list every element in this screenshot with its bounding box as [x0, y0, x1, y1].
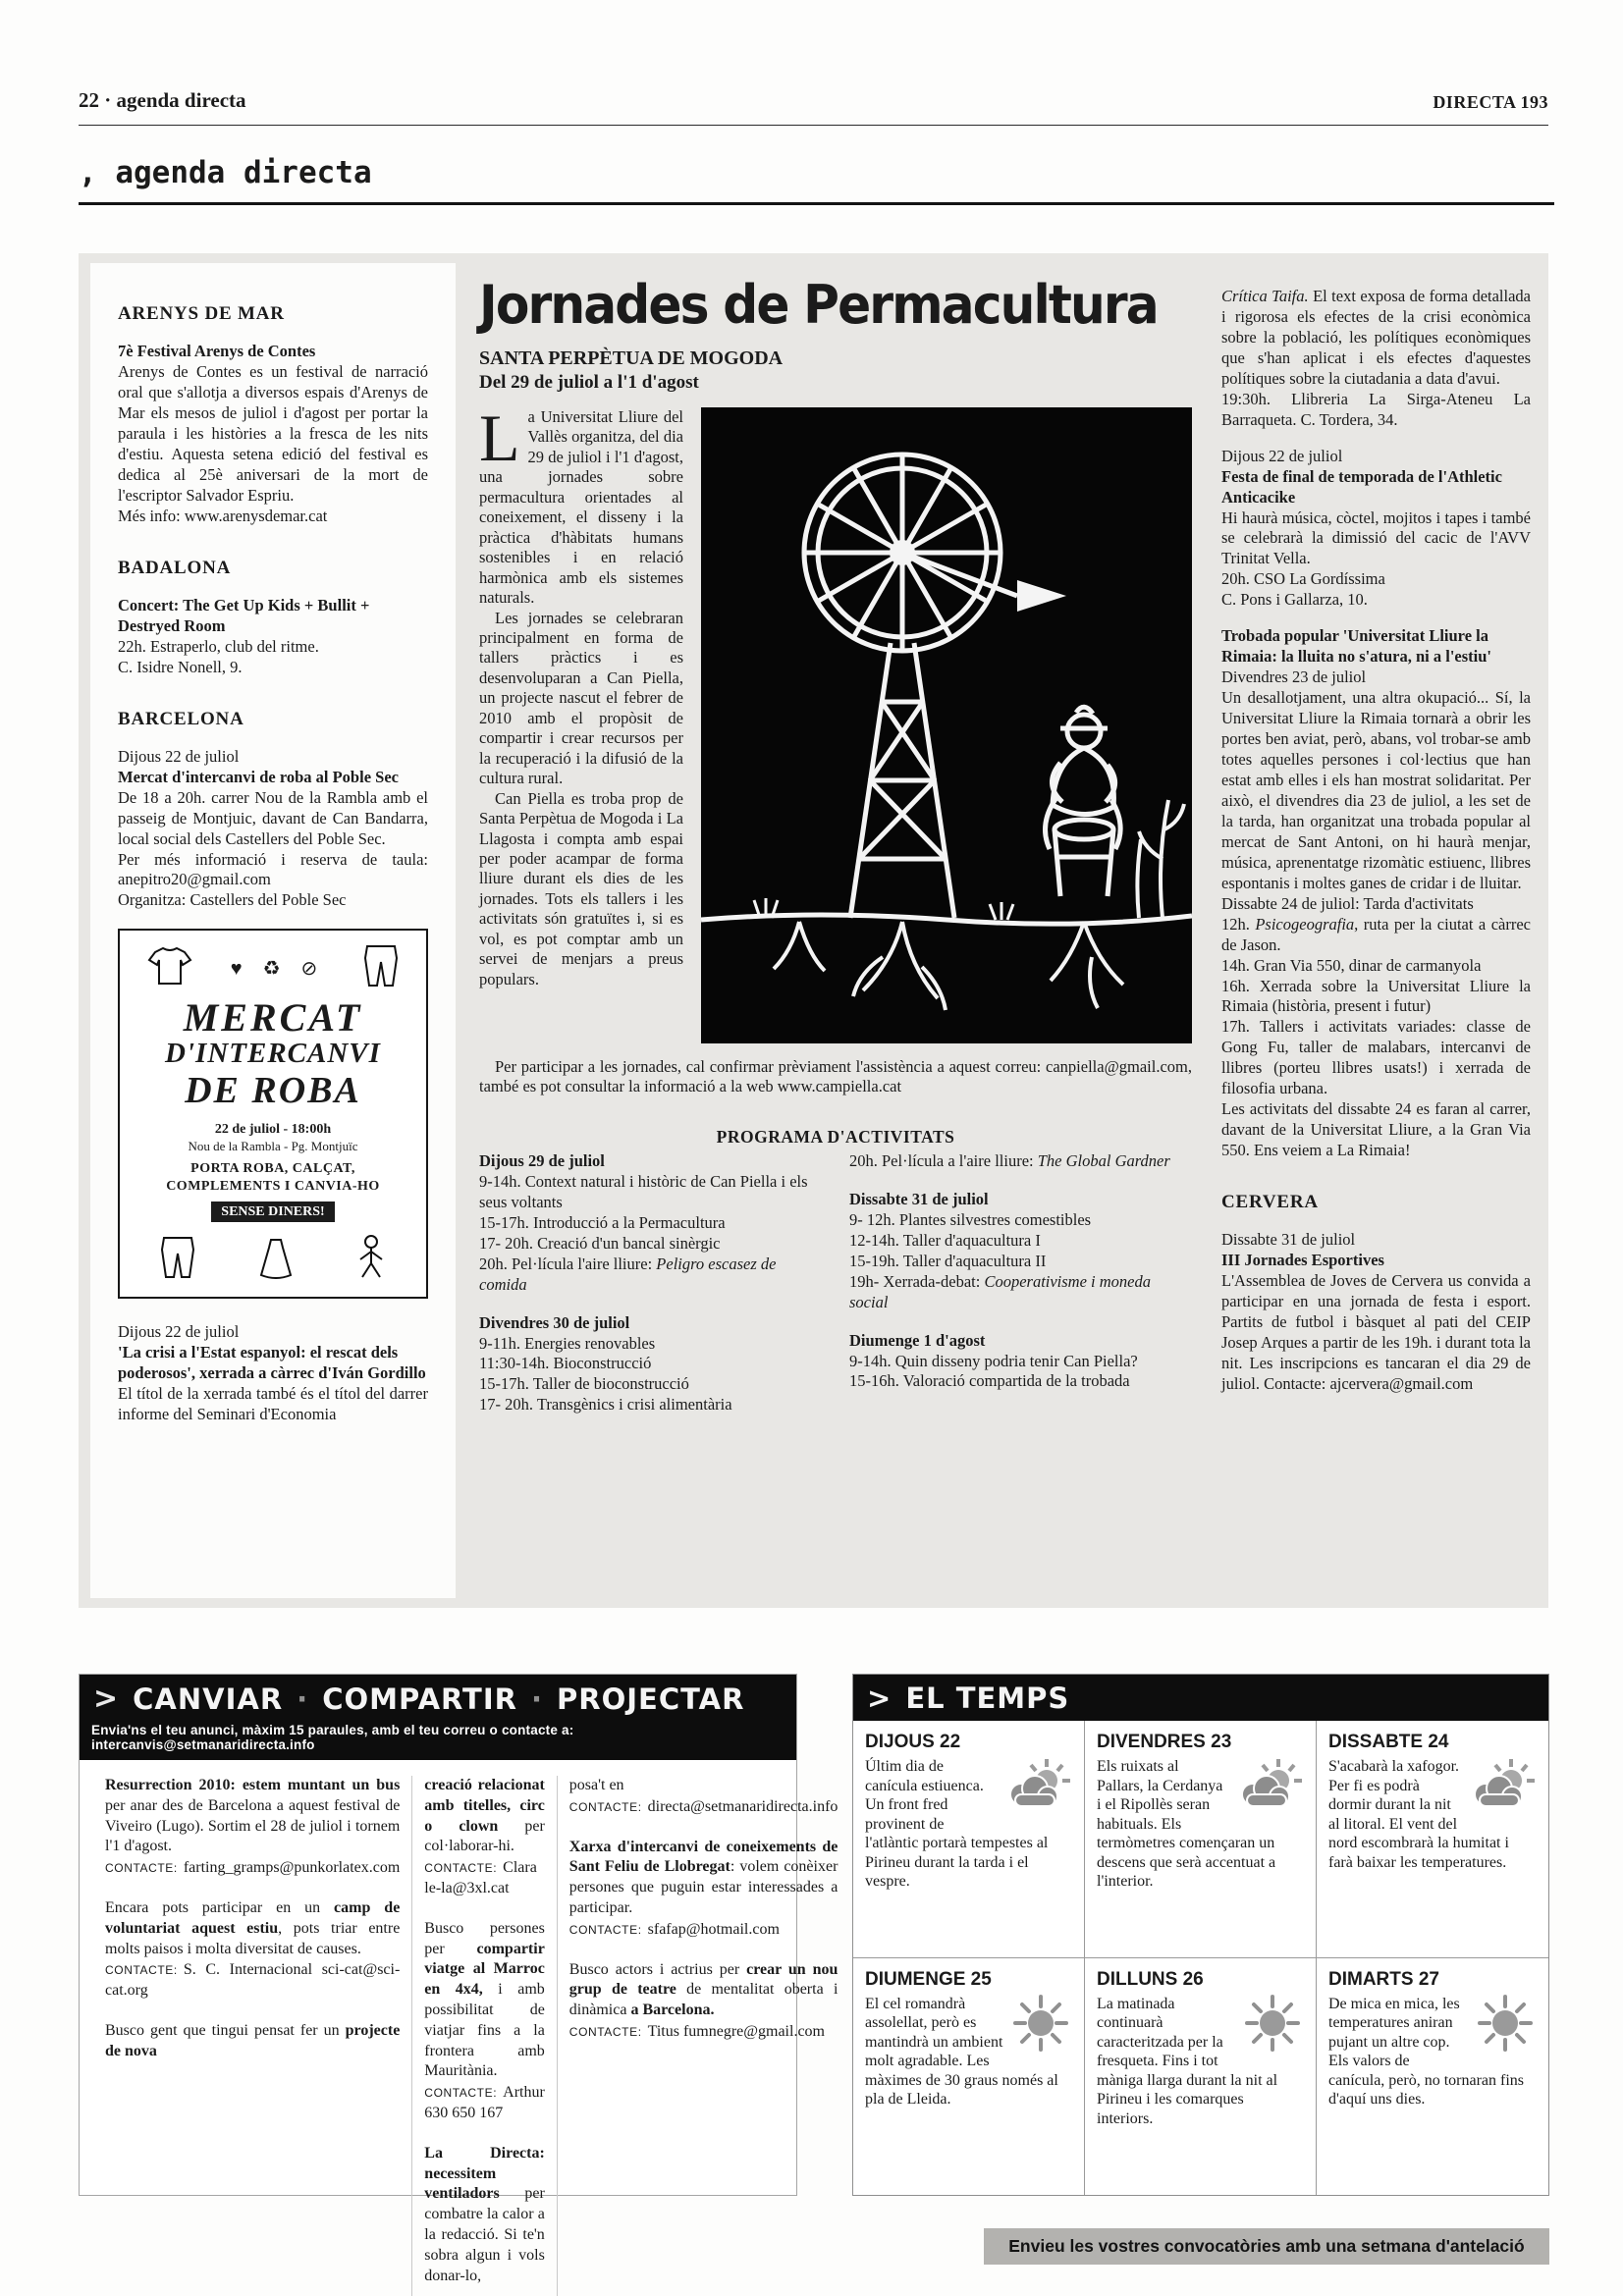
event-body: Hi haurà música, còctel, mojitos i tapes i també se celebrarà la dimissió del cacic de l'AVV Trinitat Vella. [1221, 507, 1531, 568]
article-paragraph: Can Piella es troba prop de Santa Perpètua de Mogoda i La Llagosta i compta amb espai per poder acampar de forma lliure durant els dies de les jornades. Tots els tallers i les activitats són gratuïtes i, si es vol, es pot comptar amb un servei de menjars a preus populars. [479, 788, 683, 988]
event-xerrada-crisi [118, 1322, 428, 1425]
separator-dot-icon: · [530, 1682, 543, 1716]
ad-contact [424, 2083, 545, 2124]
classifieds-header-word: COMPARTIR [322, 1682, 517, 1716]
event-date: Dijous 22 de juliol [118, 746, 240, 766]
contact-value: Titus fumnegre@gmail.com [647, 2022, 825, 2040]
contact-value: Clara le-la@3xl.cat [424, 1859, 537, 1896]
main-article [479, 263, 1192, 1598]
ad-lead: crear un nou grup de teatre [568, 1960, 839, 1999]
contact-label: CONTACTE: [105, 1963, 178, 1978]
program-item: 17- 20h. Transgènics i crisi alimentària [479, 1395, 732, 1415]
weather-forecast-text: De mica en mica, les temperatures aniran pujant un altre cop. Els valors de canícula, però, no tornaran fins d'aquí uns dies. [1328, 1995, 1525, 2109]
article-participation-note: Per participar a les jornades, cal confirmar prèviament l'assistència a aquest correu: canpiella@gmail.com, també es pot consultar la informació a la web www.campiella.cat [479, 1057, 1192, 1096]
program-item-text: 20h. Pel·lícula a l'aire lliure: [849, 1150, 1038, 1170]
jacket-doodle-icon [363, 944, 399, 993]
poster-no-money-chip: SENSE DINERS! [211, 1201, 334, 1223]
contact-value: S. C. Internacional sci-cat@sci-cat.org [105, 1961, 401, 2000]
ad-contact [569, 1920, 839, 1941]
ad-text: posa't en [568, 1777, 624, 1793]
article-dates: Del 29 de juliol a l'1 d'agost [479, 372, 699, 393]
program-item: 15-16h. Valoració compartida de la trobada [849, 1371, 1130, 1391]
weather-forecast-text: S'acabarà la xafogor. Per fi es podrà dormir durant la nit al litoral. El vent del nord escombrarà la humitat i farà baixar les temperatures. [1328, 1758, 1509, 1871]
program-item: 17- 20h. Creació d'un bancal sinèrgic [479, 1233, 721, 1253]
classified-ad [569, 1960, 839, 2043]
weather-day-name: DIVENDRES 23 [1097, 1732, 1232, 1752]
contact-label: CONTACTE: [424, 1861, 498, 1876]
ad-contact [424, 1858, 545, 1899]
event-organizer: Organitza: Castellers del Poble Sec [118, 890, 347, 910]
event-closing-note: Les activitats del dissabte 24 es faran al carrer, davant de la Universitat Lliure, a la Gran Via 550. Ens veiem a La Rimaia! [1221, 1099, 1531, 1160]
program-item: 9- 12h. Plantes silvestres comestibles [849, 1209, 1092, 1229]
event-concert [118, 596, 428, 678]
submission-deadline-text: Envieu les vostres convocatòries amb una setmana d'antelació [1008, 2236, 1525, 2256]
tshirt-doodle-icon [147, 946, 192, 991]
classifieds-header [80, 1675, 796, 1721]
weather-forecast-text: La matinada continuarà caracteritzada per la fresqueta. Fins i tot màniga llarga durant la nit al Pirineu i les comarques interiors. [1097, 1995, 1278, 2127]
weather-day-name: DIMARTS 27 [1328, 1968, 1439, 1990]
event-festa-athletic [1221, 447, 1531, 612]
weather-day-name: DILLUNS 26 [1097, 1968, 1204, 1990]
classified-ad [105, 1898, 400, 2002]
event-festival-contes [118, 342, 428, 527]
program-item: 15-17h. Introducció a la Permacultura [479, 1212, 726, 1232]
schedule-text: , ruta per la ciutat a càrrec de Jason. [1221, 914, 1531, 954]
poster-title-line3: DE ROBA [185, 1070, 361, 1112]
ad-text: de mentalitat oberta i dinàmica [568, 1981, 839, 2019]
ad-text: : volem conèixer persones que puguin estar interessades a participar. [568, 1858, 839, 1916]
right-column [1216, 263, 1537, 1598]
pants-doodle-icon [160, 1236, 195, 1285]
weather-day-name: DIJOUS 22 [865, 1732, 961, 1752]
folio-issue: DIRECTA 193 [1433, 92, 1548, 112]
arrow-icon: > [867, 1682, 893, 1715]
program-column-2 [849, 1151, 1192, 1415]
program-day: Diumenge 1 d'agost [849, 1330, 986, 1350]
submission-deadline-bar [984, 2228, 1549, 2265]
poster-title-line1: MERCAT [183, 995, 363, 1041]
activity-title: Psicogeografia [1255, 914, 1355, 934]
contact-label: CONTACTE: [568, 2024, 642, 2039]
classifieds-header-word: PROJECTAR [556, 1682, 745, 1716]
person-doodle-icon [356, 1234, 386, 1285]
event-date: Dissabte 31 de juliol [1221, 1230, 1356, 1250]
poster-location: Nou de la Rambla - Pg. Montjuïc [188, 1138, 358, 1153]
event-trobada-rimaia [1221, 626, 1531, 1161]
weather-title: EL TEMPS [905, 1682, 1070, 1715]
film-title: Peligro escasez de comida [479, 1254, 777, 1294]
event-body: El títol de la xerrada també és el títol del darrer informe del Seminari d'Economia [118, 1384, 428, 1424]
article-headline: Jornades de Permacultura [479, 274, 1158, 336]
classified-ad [569, 1776, 839, 1818]
poster-chip-wrap [128, 1196, 418, 1231]
classified-ad [569, 1838, 839, 1941]
weather-day-cell [1317, 1721, 1548, 1958]
program-item: 11:30-14h. Bioconstrucció [479, 1354, 652, 1373]
ad-text: per col·laborar-hi. [424, 1817, 545, 1855]
event-title: III Jornades Esportives [1221, 1251, 1384, 1270]
separator-dot-icon: · [297, 1682, 309, 1716]
event-time-venue: 20h. CSO La Gordíssima [1221, 569, 1385, 589]
classifieds-box [79, 1674, 839, 2284]
poster-doodles-bottom [128, 1234, 418, 1285]
article-paragraph: Les jornades se celebraran principalment en forma de tallers pràctics i es desenvoluparan a Can Piella, un projecte nascut el febrer de 2010 amb el propòsit de compartir i crear recursos per la recuperació i la difusió de la cultura rural. [479, 608, 683, 788]
agenda-content [79, 253, 1548, 1608]
classified-ad [424, 1919, 545, 2124]
sun-icon [1009, 1995, 1072, 2057]
ad-text: Busco actors i actrius per [568, 1960, 747, 1978]
ad-contact [569, 1797, 839, 1818]
classifieds-column-1 [93, 1776, 411, 2296]
program-item [849, 1151, 1192, 1172]
ad-text: , pots triar entre molts paisos i molta diversitat de causes. [105, 1919, 401, 1957]
page-header [79, 88, 1548, 126]
event-schedule-item [1221, 915, 1531, 956]
event-date: Divendres 23 de juliol [1221, 667, 1367, 687]
contact-value: farting_gramps@punkorlatex.com [183, 1859, 401, 1877]
contact-label: CONTACTE: [568, 1799, 642, 1814]
ad-lead: La Directa: necessitem ventiladors [424, 2144, 545, 2203]
classifieds-header-word: CANVIAR [133, 1682, 284, 1716]
article-body [479, 400, 1192, 1097]
event-title: 7è Festival Arenys de Contes [118, 342, 316, 361]
event-schedule-item: 16h. Xerrada sobre la Universitat Lliure la Rimaia (història, present i futur) [1221, 976, 1531, 1016]
event-mercat-roba [118, 747, 428, 912]
weather-day-cell [1085, 1721, 1317, 1958]
contact-label: CONTACTE: [568, 1922, 642, 1937]
event-title: Mercat d'intercanvi de roba al Poble Sec [118, 767, 399, 786]
classifieds-instructions: Envia'ns el teu anunci, màxim 15 paraules, amb el teu correu o contacte a: intercanvis@setmanaridirecta.info [80, 1721, 796, 1760]
city-heading-badalona: BADALONA [118, 557, 232, 578]
drop-cap: L [479, 400, 520, 475]
contact-value: Arthur 630 650 167 [424, 2084, 545, 2121]
ad-contact [569, 2022, 839, 2043]
event-body: Un desallotjament, una altra okupació... Sí, la Universitat Lliure la Rimaia tornarà a obrir les portes ben aviat, però, abans, vol trobar-se amb totes aquelles persones i col·lectius que han estat amb elles i els han mostrat solidaritat. Per això, el divendres dia 23 de juliol, a les set de la tarda, han organitzat una trobada popular al mercat de Sant Antoni, on hi haurà menjar, música, aprenentatge rizomàtic estiuenc, llibres espontanis i moltes ganes de cridar i de lluitar. [1221, 688, 1531, 892]
program-item: 12-14h. Taller d'aquacultura I [849, 1230, 1041, 1250]
event-title: Concert: The Get Up Kids + Bullit + Destryed Room [118, 595, 370, 635]
ad-text: per combatre la calor a la redacció. Si te'n sobra algun i vols donar-lo, [424, 2185, 545, 2284]
left-column [90, 263, 456, 1598]
contact-label: CONTACTE: [105, 1861, 178, 1876]
sun-behind-cloud-icon [1468, 1757, 1537, 1817]
poster-instructions-line2: COMPLEMENTS I CANVIA-HO [166, 1178, 380, 1194]
weather-box [852, 1674, 1549, 2196]
classified-ad [105, 1776, 400, 1879]
arrow-icon: > [93, 1682, 120, 1716]
talk-title: Cooperativisme i moneda social [849, 1271, 1151, 1311]
program-item: 9-14h. Context natural i històric de Can Piella i els seus voltants [479, 1171, 808, 1211]
ad-text: Busco gent que tingui pensat fer un [105, 2021, 346, 2039]
program-day: Divendres 30 de juliol [479, 1312, 630, 1332]
program-item [849, 1272, 1192, 1313]
section-banner [79, 155, 1554, 205]
poster-instructions-line1: PORTA ROBA, CALÇAT, [190, 1161, 355, 1177]
event-time-venue: 22h. Estraperlo, club del ritme. [118, 636, 319, 656]
sun-behind-cloud-icon [1235, 1757, 1304, 1817]
ad-lead: camp de voluntariat aquest estiu [105, 1898, 401, 1937]
ad-text: Busco persones per [424, 1919, 545, 1957]
event-body: De 18 a 20h. carrer Nou de la Rambla amb el passeig de Montjuic, davant de Can Bandarra, local social dels Castellers del Poble Sec. [118, 787, 428, 848]
classifieds-columns [80, 1760, 839, 2296]
ad-text: per anar des de Barcelona a aquest festival de Viveiro (Lugo). Sortim el 28 de juliol i tornem l'1 d'agost. [105, 1796, 401, 1855]
event-address: C. Pons i Gallarza, 10. [1221, 590, 1368, 610]
ad-lead: a Barcelona. [630, 2002, 715, 2019]
weather-day-cell [1085, 1958, 1317, 2196]
weather-forecast-text: Els ruixats al Pallars, la Cerdanya i el Ripollès seran habituals. Els termòmetres començaran un descens que serà accentuat a l'interior. [1097, 1758, 1276, 1891]
film-title: The Global Gardner [1037, 1150, 1170, 1170]
program-item: 9-11h. Energies renovables [479, 1333, 656, 1353]
classified-ad [424, 1776, 545, 1899]
weather-day-cell [853, 1721, 1085, 1958]
event-critica-taifa [1221, 287, 1531, 431]
schedule-time: 12h. [1221, 914, 1256, 934]
event-schedule-item: 14h. Gran Via 550, dinar de carmanyola [1221, 955, 1482, 975]
ad-lead: Resurrection 2010: estem muntant un bus [105, 1777, 401, 1793]
poster-title-line2: D'INTERCANVI [165, 1038, 381, 1070]
classified-ad [105, 2021, 400, 2062]
poster-symbols: ♥ ♻ ⊘ [230, 957, 326, 980]
sun-behind-cloud-icon [1003, 1757, 1072, 1817]
sun-icon [1474, 1995, 1537, 2057]
weather-day-name: DISSABTE 24 [1328, 1732, 1449, 1752]
ad-lead: projecte de nova [105, 2021, 401, 2059]
program-item: 15-17h. Taller de bioconstrucció [479, 1374, 689, 1394]
event-contact: Per més informació i reserva de taula: anepitro20@gmail.com [118, 849, 428, 889]
article-location: SANTA PERPÈTUA DE MOGODA [479, 347, 784, 369]
sun-icon [1241, 1995, 1304, 2057]
event-jornades-esportives [1221, 1230, 1531, 1395]
event-title: Trobada popular 'Universitat Lliure la Rimaia: la lluita no s'atura, ni a l'estiu' [1221, 626, 1492, 667]
ad-contact [105, 1858, 400, 1879]
city-heading-barcelona: BARCELONA [118, 708, 244, 729]
weather-forecast-text: El cel romandrà assolellat, però es mantindrà un ambient molt agradable. Les màximes de 30 graus només al pla de Lleida. [865, 1995, 1058, 2109]
windmill-illustration [701, 407, 1192, 1043]
weather-day-cell [853, 1958, 1085, 2196]
book-title: Crítica Taifa. [1221, 287, 1309, 305]
event-venue: 19:30h. Llibreria La Sirga-Ateneu La Barraqueta. C. Tordera, 34. [1221, 389, 1531, 429]
city-heading-cervera: CERVERA [1221, 1192, 1319, 1213]
program-schedule [479, 1151, 1192, 1415]
event-address: C. Isidre Nonell, 9. [118, 657, 243, 676]
dress-doodle-icon [259, 1238, 293, 1285]
event-subheading: Dissabte 24 de juliol: Tarda d'activitats [1221, 893, 1474, 913]
weather-day-name: DIUMENGE 25 [865, 1968, 992, 1990]
clothes-swap-poster [118, 929, 428, 1299]
event-date: Dijous 22 de juliol [118, 1322, 240, 1342]
event-schedule-item: 17h. Tallers i activitats variades: classe de Gong Fu, taller de malabars, intercanvi de llibres (porteu llibres usats!) i xerrada de filosofia urbana. [1221, 1017, 1531, 1098]
ad-lead: Xarxa d'intercanvi de coneixements de Sant Feliu de Llobregat [568, 1838, 839, 1876]
weather-header [853, 1675, 1548, 1721]
program-item: 9-14h. Quin disseny podria tenir Can Piella? [849, 1351, 1138, 1370]
article-paragraph-text: a Universitat Lliure del Vallès organitza, del dia 29 de juliol i l'1 d'agost, una jornades sobre permacultura orientades al coneixement, el disseny i la pràctica d'hàbitats humans sostenibles i en relació harmònica amb els sistemes naturals. [479, 407, 683, 608]
classifieds-column-2 [411, 1776, 557, 2296]
event-date: Dijous 22 de juliol [1221, 446, 1343, 465]
weather-day-cell [1317, 1958, 1548, 2196]
ad-lead: creació relacionat amb titelles, circ o clown [424, 1777, 545, 1835]
program-item [479, 1255, 822, 1296]
classifieds-column-3 [557, 1776, 850, 2296]
ad-contact [105, 1960, 400, 2002]
event-body [1221, 287, 1531, 390]
event-body: Arenys de Contes es un festival de narració oral que s'allotja a diversos espais d'Arenys de Mar els mesos de juliol i d'agost per portar la paraula i les històries a la fresca de les nits d'estiu. Aquesta setena edició del festival es dedica al 25è aniversari de la mort de l'escriptor Salvador Espriu. [118, 362, 428, 505]
contact-label: CONTACTE: [424, 2086, 498, 2101]
program-item: 15-19h. Taller d'aquacultura II [849, 1251, 1047, 1270]
program-item-text: 19h- Xerrada-debat: [849, 1271, 985, 1291]
ad-text: Encara pots participar en un [105, 1898, 335, 1916]
weather-forecast-text: Últim dia de canícula estiuenca. Un front fred provinent de l'atlàntic portarà tempestes al Pirineu durant la tarda i el vespre. [865, 1758, 1049, 1891]
program-item-text: 20h. Pel·lícula l'aire lliure: [479, 1254, 657, 1273]
event-body: L'Assemblea de Joves de Cervera us convida a participar en una jornada de festa i esport. Partits de futbol i bàsquet al pati del CEIP Josep Arques a partir de les 19h. i durant tota la nit. Les inscripcions es tancaran el dia 29 de juliol. Contacte: ajcervera@gmail.com [1221, 1271, 1531, 1393]
poster-date-time: 22 de juliol - 18:00h [214, 1121, 332, 1137]
program-day: Dissabte 31 de juliol [849, 1189, 989, 1208]
event-info: Més info: www.arenysdemar.cat [118, 506, 328, 525]
classified-ad [424, 2144, 545, 2287]
weather-grid [853, 1721, 1548, 2195]
program-column-1 [479, 1151, 822, 1415]
contact-value: directa@setmanaridirecta.info [647, 1797, 839, 1815]
ad-lead: compartir viatge al Marroc en 4x4, [424, 1940, 545, 1999]
folio-page-number: 22 · agenda directa [79, 88, 246, 112]
section-banner-title: , agenda directa [79, 155, 372, 190]
contact-value: sfafap@hotmail.com [647, 1920, 780, 1938]
program-heading: PROGRAMA D'ACTIVITATS [716, 1126, 955, 1147]
event-title: 'La crisi a l'Estat espanyol: el rescat dels poderosos', xerrada a càrrec d'Iván Gordillo [118, 1343, 426, 1383]
poster-doodles-top [128, 944, 418, 993]
event-body-text: El text exposa de forma detallada i rigorosa els efectes de la crisi econòmica sobre la població, les polítiques econòmiques que s'han aplicat i els efectes d'aquestes polítiques sobre la ciutadania a data d'avui. [1221, 287, 1531, 388]
city-heading-arenys: ARENYS DE MAR [118, 303, 285, 324]
event-title: Festa de final de temporada de l'Athletic Anticacike [1221, 466, 1502, 507]
program-day: Dijous 29 de juliol [479, 1150, 605, 1170]
ad-text: i amb possibilitat de viatjar fins a la frontera amb Mauritània. [424, 1981, 545, 2080]
